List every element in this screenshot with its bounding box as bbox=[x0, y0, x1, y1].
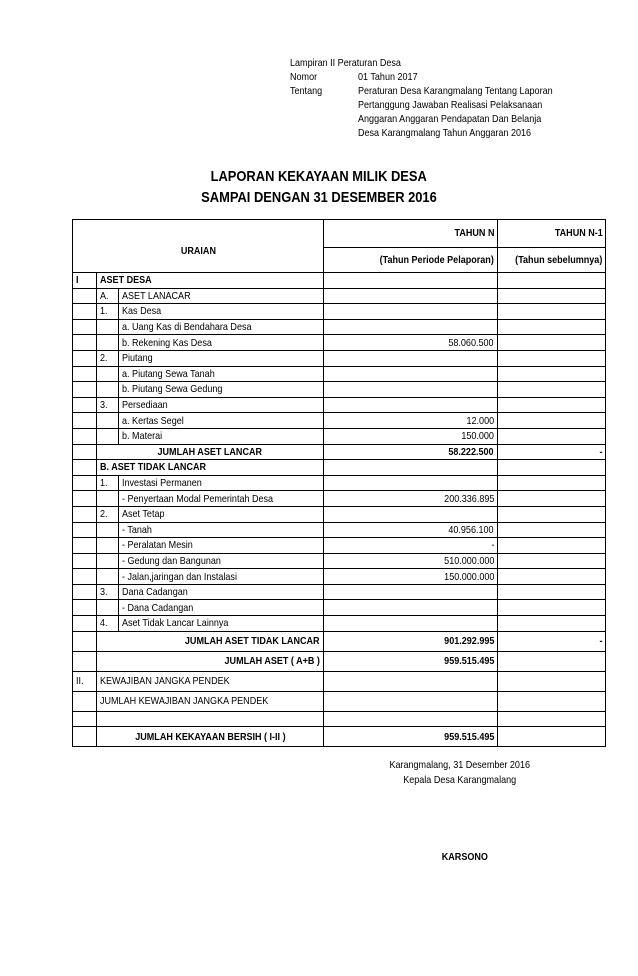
row-number bbox=[97, 382, 119, 398]
total-label: JUMLAH KEWAJIBAN JANGKA PENDEK bbox=[97, 691, 324, 711]
row-indent bbox=[73, 288, 97, 304]
prev-value-cell bbox=[498, 350, 606, 366]
section-number: I bbox=[73, 273, 97, 289]
row-label: a. Kertas Segel bbox=[119, 413, 324, 429]
value-cell bbox=[324, 273, 498, 289]
value-cell: 200.336.895 bbox=[324, 491, 498, 507]
row-indent bbox=[73, 569, 97, 585]
row-number bbox=[97, 319, 119, 335]
prev-value-cell bbox=[498, 397, 606, 413]
prev-value-cell bbox=[498, 506, 606, 522]
table-row bbox=[73, 335, 606, 351]
row-label: JUMLAH ASET LANCAR bbox=[97, 444, 324, 460]
header-tahun-n1-sub: (Tahun sebelumnya) bbox=[498, 247, 606, 272]
value-cell: 58.060.500 bbox=[324, 335, 498, 351]
row-label: - Jalan,jaringan dan Instalasi bbox=[119, 569, 324, 585]
value-cell bbox=[324, 350, 498, 366]
row-label: - Peralatan Mesin bbox=[119, 538, 324, 554]
prev-value-cell bbox=[498, 475, 606, 491]
row-label: Investasi Permanen bbox=[119, 475, 324, 491]
row-indent bbox=[73, 522, 97, 538]
row-number bbox=[97, 538, 119, 554]
table-row bbox=[73, 475, 606, 491]
value-cell bbox=[324, 460, 498, 476]
row-label: Piutang bbox=[119, 350, 324, 366]
table-header-row bbox=[73, 220, 606, 248]
row-label: Dana Cadangan bbox=[119, 584, 324, 600]
table-row bbox=[73, 491, 606, 507]
value-cell: 12.000 bbox=[324, 413, 498, 429]
table-row bbox=[73, 319, 606, 335]
tentang-line-2: Pertanggung Jawaban Realisasi Pelaksanaan bbox=[358, 99, 543, 111]
table-row bbox=[73, 366, 606, 382]
prev-value-cell bbox=[498, 273, 606, 289]
prev-value-cell bbox=[498, 382, 606, 398]
value-cell: 58.222.500 bbox=[324, 444, 498, 460]
value-cell bbox=[324, 600, 498, 616]
row-indent bbox=[73, 397, 97, 413]
prev-value-cell bbox=[498, 413, 606, 429]
row-label: b. Piutang Sewa Gedung bbox=[119, 382, 324, 398]
row-indent bbox=[73, 616, 97, 632]
row-number: 1. bbox=[97, 475, 119, 491]
total-row-kewajiban bbox=[73, 691, 606, 711]
value-cell bbox=[324, 397, 498, 413]
header-tahun-n: TAHUN N bbox=[324, 220, 498, 248]
prev-value-cell bbox=[498, 584, 606, 600]
total-label: JUMLAH ASET ( A+B ) bbox=[97, 651, 324, 671]
row-number bbox=[97, 522, 119, 538]
section-row-kewajiban bbox=[73, 671, 606, 691]
nomor-value: 01 Tahun 2017 bbox=[358, 71, 418, 83]
prev-value-cell bbox=[498, 319, 606, 335]
prev-value-cell bbox=[498, 553, 606, 569]
header-uraian: URAIAN bbox=[73, 220, 324, 273]
signer-position: Kepala Desa Karangmalang bbox=[403, 774, 517, 786]
row-label: Aset Tetap bbox=[119, 506, 324, 522]
tentang-label: Tentang bbox=[290, 85, 323, 97]
value-cell bbox=[324, 319, 498, 335]
prev-value-cell bbox=[498, 569, 606, 585]
row-label: - Gedung dan Bangunan bbox=[119, 553, 324, 569]
table-row bbox=[73, 506, 606, 522]
section-label: KEWAJIBAN JANGKA PENDEK bbox=[97, 671, 324, 691]
value-cell bbox=[324, 475, 498, 491]
header-tahun-n-sub: (Tahun Periode Pelaporan) bbox=[324, 247, 498, 272]
prev-value-cell bbox=[498, 600, 606, 616]
total-label: JUMLAH ASET TIDAK LANCAR bbox=[97, 631, 324, 651]
row-number bbox=[97, 600, 119, 616]
row-label: b. Materai bbox=[119, 428, 324, 444]
table-row bbox=[73, 428, 606, 444]
table-row bbox=[73, 382, 606, 398]
row-number bbox=[97, 569, 119, 585]
row-number bbox=[97, 413, 119, 429]
value-cell bbox=[324, 506, 498, 522]
total-row-kekayaan-bersih bbox=[73, 727, 606, 747]
table-row bbox=[73, 616, 606, 632]
row-indent bbox=[73, 335, 97, 351]
tentang-line-1: Peraturan Desa Karangmalang Tentang Laporan bbox=[358, 85, 553, 97]
table-row bbox=[73, 444, 606, 460]
row-number bbox=[97, 491, 119, 507]
prev-value-cell bbox=[498, 288, 606, 304]
prev-value-cell bbox=[498, 366, 606, 382]
total-row-aset-tidak-lancar bbox=[73, 631, 606, 651]
row-indent bbox=[73, 350, 97, 366]
value-cell bbox=[324, 304, 498, 320]
row-indent bbox=[73, 491, 97, 507]
row-number: 3. bbox=[97, 584, 119, 600]
table-row bbox=[73, 460, 606, 476]
value-cell bbox=[324, 288, 498, 304]
nomor-label: Nomor bbox=[290, 71, 318, 83]
table-row bbox=[73, 273, 606, 289]
tentang-line-4: Desa Karangmalang Tahun Anggaran 2016 bbox=[358, 127, 532, 139]
value-cell bbox=[324, 616, 498, 632]
row-indent bbox=[73, 413, 97, 429]
prev-value-cell bbox=[498, 616, 606, 632]
row-indent bbox=[73, 304, 97, 320]
lampiran-header bbox=[290, 56, 588, 140]
value-cell bbox=[324, 584, 498, 600]
prev-value-cell bbox=[498, 538, 606, 554]
table-row bbox=[73, 538, 606, 554]
value-cell: 40.956.100 bbox=[324, 522, 498, 538]
total-value: 901.292.995 bbox=[324, 631, 498, 651]
total-value: 959.515.495 bbox=[324, 651, 498, 671]
value-cell: 510.000.000 bbox=[324, 553, 498, 569]
row-indent bbox=[73, 475, 97, 491]
row-indent bbox=[73, 382, 97, 398]
signature-block bbox=[350, 758, 570, 788]
table-row bbox=[73, 522, 606, 538]
row-number: 4. bbox=[97, 616, 119, 632]
prev-value-cell: - bbox=[498, 444, 606, 460]
row-indent bbox=[73, 319, 97, 335]
row-number: A. bbox=[97, 288, 119, 304]
row-indent bbox=[73, 600, 97, 616]
row-label: b. Rekening Kas Desa bbox=[119, 335, 324, 351]
report-title bbox=[0, 166, 638, 208]
prev-value-cell bbox=[498, 460, 606, 476]
row-indent bbox=[73, 460, 97, 476]
row-label: B. ASET TIDAK LANCAR bbox=[97, 460, 324, 476]
row-label: ASET LANACAR bbox=[119, 288, 324, 304]
prev-value-cell bbox=[498, 522, 606, 538]
row-label: a. Uang Kas di Bendahara Desa bbox=[119, 319, 324, 335]
place-date: Karangmalang, 31 Desember 2016 bbox=[389, 759, 531, 771]
row-label: Aset Tidak Lancar Lainnya bbox=[119, 616, 324, 632]
row-indent bbox=[73, 428, 97, 444]
row-indent bbox=[73, 584, 97, 600]
row-label: - Dana Cadangan bbox=[119, 600, 324, 616]
table-row bbox=[73, 584, 606, 600]
table-row bbox=[73, 304, 606, 320]
row-number bbox=[97, 335, 119, 351]
table-row bbox=[73, 350, 606, 366]
total-row-aset bbox=[73, 651, 606, 671]
row-label: - Tanah bbox=[119, 522, 324, 538]
tentang-line-3: Anggaran Anggaran Pendapatan Dan Belanja bbox=[358, 113, 542, 125]
row-label: - Penyertaan Modal Pemerintah Desa bbox=[119, 491, 324, 507]
total-prev-value: - bbox=[498, 631, 606, 651]
prev-value-cell bbox=[498, 304, 606, 320]
row-number: 3. bbox=[97, 397, 119, 413]
value-cell bbox=[324, 366, 498, 382]
signer-name: KARSONO bbox=[441, 851, 489, 863]
prev-value-cell bbox=[498, 428, 606, 444]
row-label: Persediaan bbox=[119, 397, 324, 413]
table-row bbox=[73, 288, 606, 304]
section-label: ASET DESA bbox=[97, 273, 324, 289]
row-number bbox=[97, 366, 119, 382]
table-row bbox=[73, 397, 606, 413]
value-cell: - bbox=[324, 538, 498, 554]
row-indent bbox=[73, 553, 97, 569]
prev-value-cell bbox=[498, 491, 606, 507]
value-cell bbox=[324, 382, 498, 398]
row-label: a. Piutang Sewa Tanah bbox=[119, 366, 324, 382]
total-label: JUMLAH KEKAYAAN BERSIH ( I-II ) bbox=[97, 727, 324, 747]
table-row bbox=[73, 600, 606, 616]
value-cell: 150.000 bbox=[324, 428, 498, 444]
row-number: 1. bbox=[97, 304, 119, 320]
table-row bbox=[73, 413, 606, 429]
row-number bbox=[97, 553, 119, 569]
section-number: II. bbox=[73, 671, 97, 691]
asset-report-table bbox=[72, 219, 606, 747]
table-row bbox=[73, 553, 606, 569]
row-indent bbox=[73, 444, 97, 460]
row-number: 2. bbox=[97, 506, 119, 522]
title-line-2: SAMPAI DENGAN 31 DESEMBER 2016 bbox=[201, 189, 437, 206]
row-number: 2. bbox=[97, 350, 119, 366]
title-line-1: LAPORAN KEKAYAAN MILIK DESA bbox=[210, 168, 428, 185]
row-indent bbox=[73, 538, 97, 554]
row-number bbox=[97, 428, 119, 444]
row-indent bbox=[73, 506, 97, 522]
prev-value-cell bbox=[498, 335, 606, 351]
total-value: 959.515.495 bbox=[324, 727, 498, 747]
value-cell: 150.000.000 bbox=[324, 569, 498, 585]
empty-row bbox=[73, 711, 606, 727]
lampiran-title: Lampiran II Peraturan Desa bbox=[290, 57, 401, 69]
row-label: Kas Desa bbox=[119, 304, 324, 320]
header-tahun-n1: TAHUN N-1 bbox=[498, 220, 606, 248]
row-indent bbox=[73, 366, 97, 382]
table-row bbox=[73, 569, 606, 585]
